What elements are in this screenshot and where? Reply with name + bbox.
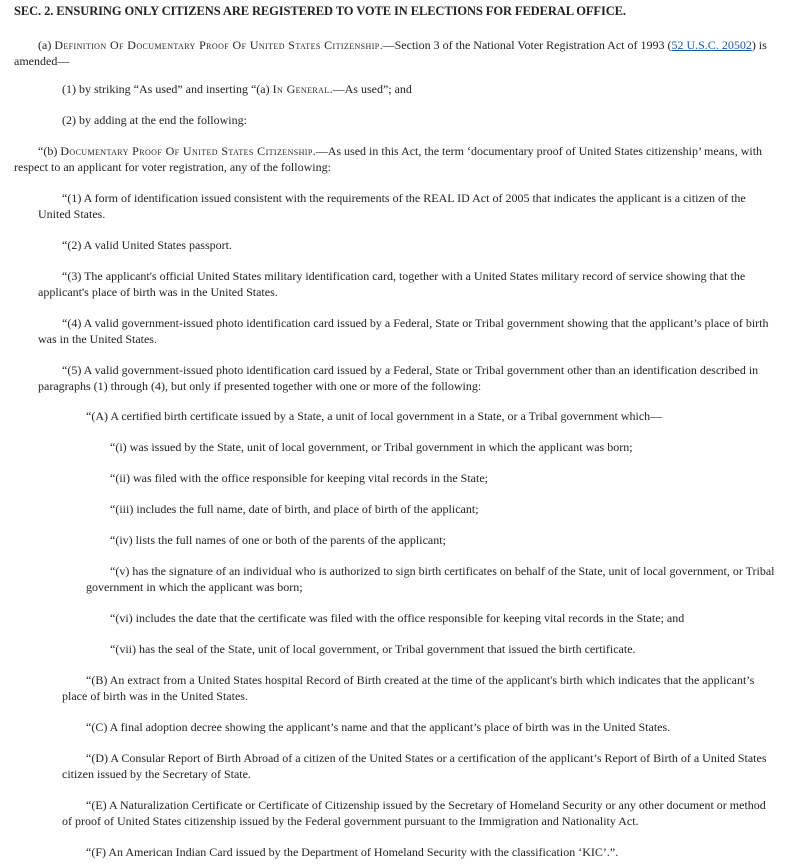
subparagraph-e: “(E) A Naturalization Certificate or Certificate of Citizenship issued by the Secretary of Homeland Security or any other document or method of proof of United States citizenship issued by the Federal government pursuant to the Immigration and Nationality Act. [62,798,766,828]
subparagraph-a: “(A) A certified birth certificate issued by a State, a unit of local government in a State, or a Tribal government which— [86,409,663,423]
usc-citation-link[interactable]: 52 U.S.C. 20502 [671,38,752,52]
paragraph-3: “(3) The applicant's official United States military identification card, together with a United States military record of service showing that the applicant's place of birth was in the United States. [38,269,746,299]
subparagraph-c: “(C) A final adoption decree showing the applicant’s name and that the applicant’s place of birth was in the United States. [86,720,671,734]
subparagraph-d: “(D) A Consular Report of Birth Abroad of a citizen of the United States or a certification of the applicant’s Report of Birth of a United States citizen issued by the Secretary of State. [62,751,767,781]
subsection-a-label: (a) [38,38,52,52]
subsection-b-title: Documentary Proof Of United States Citizenship [60,144,313,158]
section-heading: SEC. 2. ENSURING ONLY CITIZENS ARE REGISTERED TO VOTE IN ELECTIONS FOR FEDERAL OFFICE. [14,4,626,18]
amendment-2: (2) by adding at the end the following: [62,113,247,127]
subsection-a-title: Definition Of Documentary Proof Of United States Citizenship [54,38,380,52]
subsection-b [14,143,776,175]
paragraph-4: “(4) A valid government-issued photo identification card issued by a Federal, State or Tribal government showing that the applicant’s place of birth was in the United States. [38,316,769,346]
amendment-1-before: (1) by striking “As used” and inserting “(a) [62,82,273,96]
paragraph-1: “(1) A form of identification issued consistent with the requirements of the REAL ID Act of 2005 that indicates the applicant is a citizen of the United States. [38,191,746,221]
clause-iv: “(iv) lists the full names of one or both of the parents of the applicant; [110,533,446,547]
clause-i: “(i) was issued by the State, unit of local government, or Tribal government in which the applicant was born; [110,440,633,454]
subsection-b-text: .—As used in this Act, the term ‘documentary proof of United States citizenship’ means, with respect to an applicant for voter registration, any of the following: [14,144,763,174]
subsection-a-text: .—Section 3 of the National Voter Registration Act of 1993 ( [379,38,672,52]
subparagraph-b: “(B) An extract from a United States hospital Record of Birth created at the time of the applicant's birth which indicates that the applicant’s place of birth was in the United States. [62,673,755,703]
clause-v: “(v) has the signature of an individual who is authorized to sign birth certificates on behalf of the State, unit of local government, or Tribal government in which the applicant was born; [86,564,775,594]
paragraph-5: “(5) A valid government-issued photo identification card issued by a Federal, State or Tribal government other than an identification described in paragraphs (1) through (4), but only if presented together with one or more of the following: [38,363,759,393]
subsection-a [14,37,776,69]
clause-iii: “(iii) includes the full name, date of birth, and place of birth of the applicant; [110,502,479,516]
subsection-b-label: “(b) [38,144,58,158]
clause-vi: “(vi) includes the date that the certificate was filed with the office responsible for keeping vital records in the State; and [110,611,685,625]
clause-ii: “(ii) was filed with the office responsible for keeping vital records in the State; [110,471,488,485]
amendment-1-small-caps: In General [272,82,330,96]
clause-vii: “(vii) has the seal of the State, unit of local government, or Tribal government that issued the birth certificate. [110,642,636,656]
subparagraph-f: “(F) An American Indian Card issued by the Department of Homeland Security with the classification ‘KIC’.”. [86,845,619,859]
amendment-1 [38,81,776,97]
subsection-a-text-end: ) is amended— [14,38,767,68]
amendment-1-after: .—As used”; and [329,82,412,96]
paragraph-2: “(2) A valid United States passport. [62,238,232,252]
